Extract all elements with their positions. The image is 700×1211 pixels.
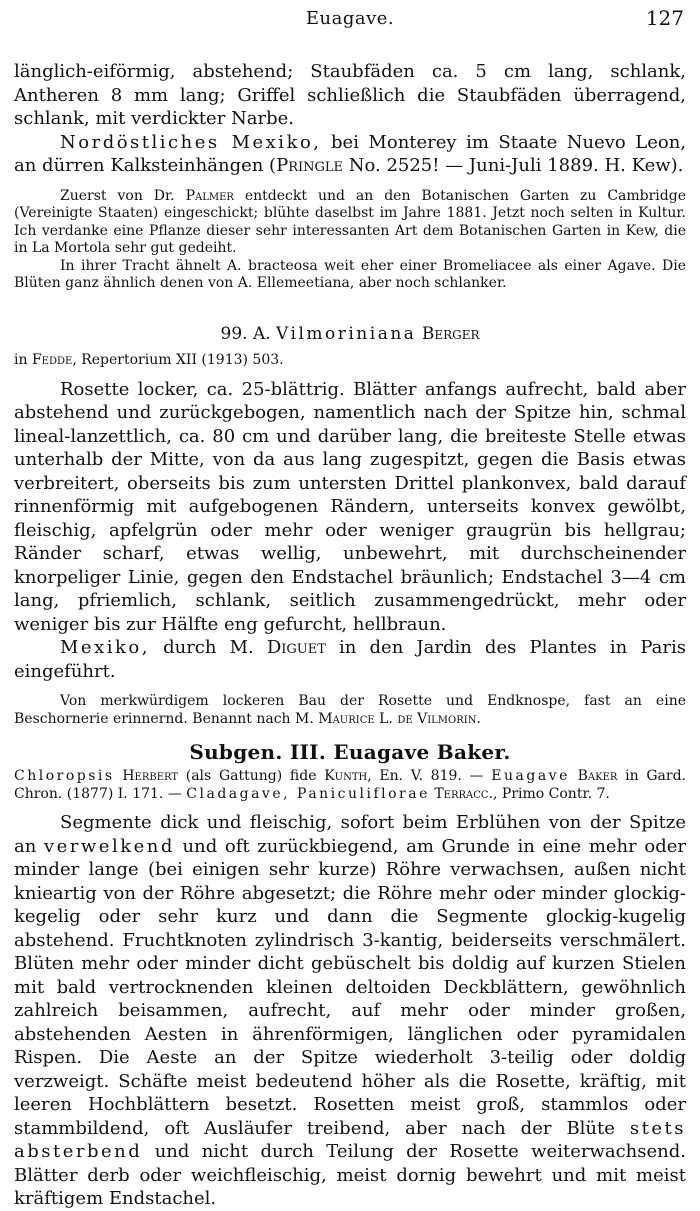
continuation-locality xyxy=(14,131,686,178)
species-citation xyxy=(14,352,686,370)
species-heading xyxy=(0,324,700,344)
note-text: . xyxy=(476,710,481,727)
synonym: Chloropsis xyxy=(14,768,115,784)
synonym-author: Herbert xyxy=(122,768,179,784)
introducer-name: Diguet xyxy=(266,637,326,658)
species-description: Rosette locker, ca. 25-blättrig. Blätter anfangs aufrecht, bald aber abstehend und zurückgebogen, namentlich nach der Spitze hin, schmal lineal-lanzettlich, ca. 80 cm und darüber lang, die breiteste Stelle etwas unterhalb der Mitte, von da aus lang zugespitzt, gegen die Basis etwas verbreitert, oberseits bis zum untersten Drittel plankonvex, bald darauf rinnenförmig mit aufgebogenen Rändern, unterseits konvex gewölbt, fleischig, apfelgrün oder mehr oder weniger graugrün bis hellgrau; Ränder scharf, etwas wellig, unbewehrt, mit durchscheinender knorpeliger Linie, gegen den Endstachel bräunlich; Endstachel 3—4 cm lang, pfriemlich, schlank, seitlich zusammengedrückt, mehr oder weniger bis zur Hälfte eng gefurcht, hellbraun. xyxy=(14,378,686,635)
citation-text: in xyxy=(14,352,32,368)
synonym-author: Terracc. xyxy=(434,785,494,802)
locality-label: Mexiko, xyxy=(60,637,150,658)
locality-text: durch M. xyxy=(149,637,267,658)
continuation-description: länglich-eiförmig, abstehend; Staubfäden ca. 5 cm lang, schlank, Antheren 8 mm lang; Griffel schließlich die Staubfäden überragend, schlank, mit verdickter Narbe. xyxy=(14,61,686,129)
running-head xyxy=(0,6,700,32)
subgenus-heading: Subgen. III. Euagave Baker. xyxy=(189,740,511,764)
species-locality xyxy=(14,636,686,683)
locality-label: Nordöstliches Mexiko, xyxy=(60,131,322,153)
note-name: Maurice L. de Vilmorin xyxy=(318,710,477,727)
locality-text: in den Jardin des Plantes in Paris eingeführt. xyxy=(14,637,686,682)
synonym: Cladagave, Paniculiflorae xyxy=(186,785,430,802)
synonym-text: (als Gattung) fide xyxy=(178,768,325,784)
locality-text: bei Monterey im Staate Nuevo Leon, an dürren Kalksteinhängen ( xyxy=(14,131,687,176)
description-text: Segmente dick und fleischig, sofort beim Erblühen von der Spitze an xyxy=(14,812,686,857)
page-number: 127 xyxy=(645,6,684,30)
note-name: Palmer xyxy=(185,187,234,204)
note-palmer xyxy=(14,188,686,258)
description-text: und oft zurückbiegend, am Grunde in eine mehr oder minder lange (bei einigen sehr kurze) Röhre verwachsen, außen nicht knieartig von der Röhre abgesetzt; die Röhre mehr oder minder glockig-kegelig oder sehr kurz und dann die Segmente glockig-kugelig abstehend. Fruchtknoten zylindrisch 3-kantig, beiderseits verschmälert. Blüten mehr oder minder dicht gebüschelt bis doldig auf kurzen Stielen mit bald vertrocknenden kleinen deltoiden Deckblättern, gewöhnlich zahlreich beisammen, aufrecht, auf mehr oder minder großen, abstehenden Aesten in ährenförmigen, länglichen oder pyramidalen Rispen. Die Aeste an der Spitze wiederholt 3-teilig oder doldig verzweigt. Schäfte meist bedeutend höher als die Rosette, kräftig, mit leeren Hochblättern besetzt. Rosetten meist groß, stammlos oder stammbildend, oft Ausläufer treibend, aber nach der Blüte xyxy=(14,835,686,1139)
subgenus-section xyxy=(14,768,686,1211)
subgenus-synonyms xyxy=(14,768,686,803)
locality-rest: No. 2525! — Juni-Juli 1889. H. Kew). xyxy=(343,155,684,176)
synonym-author: Baker xyxy=(577,768,618,784)
note-text: entdeckt und an den Botanischen Garten zu Cambridge (Vereinigte Staaten) eingeschickt; blühte daselbst im Jahre 1881. Jetzt noch selten in Kultur. Ich verdanke eine Pflanze dieser sehr interessanten Art dem Botanischen Garten in Kew, die in La Mortola sehr gut gedeiht. xyxy=(14,187,686,256)
species-section xyxy=(14,352,686,728)
spaced-term: verwelkend xyxy=(43,835,175,857)
citation-text: , Repertorium XII (1913) 503. xyxy=(72,352,284,368)
species-name: Vilmoriniana xyxy=(276,324,417,344)
synonym: Euagave xyxy=(491,768,570,784)
description-text: und nicht durch Teilung der Rosette weiterwachsend. Blätter derb oder weichfleischig, meist dornig bewehrt und mit meist kräftigem Endstachel. xyxy=(14,1141,686,1209)
continuation-section xyxy=(14,60,686,293)
subgenus-description xyxy=(14,811,686,1211)
collector-name: Pringle xyxy=(276,155,344,176)
note-text: Zuerst von Dr. xyxy=(60,187,186,204)
species-author: Berger xyxy=(421,324,480,344)
citation-name: Fedde xyxy=(31,352,73,368)
species-number: 99. A. xyxy=(220,324,277,344)
species-note xyxy=(14,693,686,728)
running-title: Euagave. xyxy=(305,8,395,29)
note-tracht: In ihrer Tracht ähnelt A. bracteosa weit eher einer Bromeliacee als einer Agave. Die Blüten ganz ähnlich denen von A. Ellemeetiana, aber noch schlanker. xyxy=(14,257,686,291)
synonym-text: in Gard. Chron. (1877) I. 171. — xyxy=(14,768,686,802)
synonym-text: , Primo Contr. 7. xyxy=(493,785,610,802)
synonym-author: Kunth xyxy=(324,768,368,784)
spaced-term: stets absterbend xyxy=(14,1117,686,1162)
synonym-text: , En. V. 819. — xyxy=(367,768,492,784)
note-text: Von merkwürdigem lockeren Bau der Rosette und Endknospe, fast an eine Beschornerie erinnernd. Benannt nach M. xyxy=(14,693,686,727)
